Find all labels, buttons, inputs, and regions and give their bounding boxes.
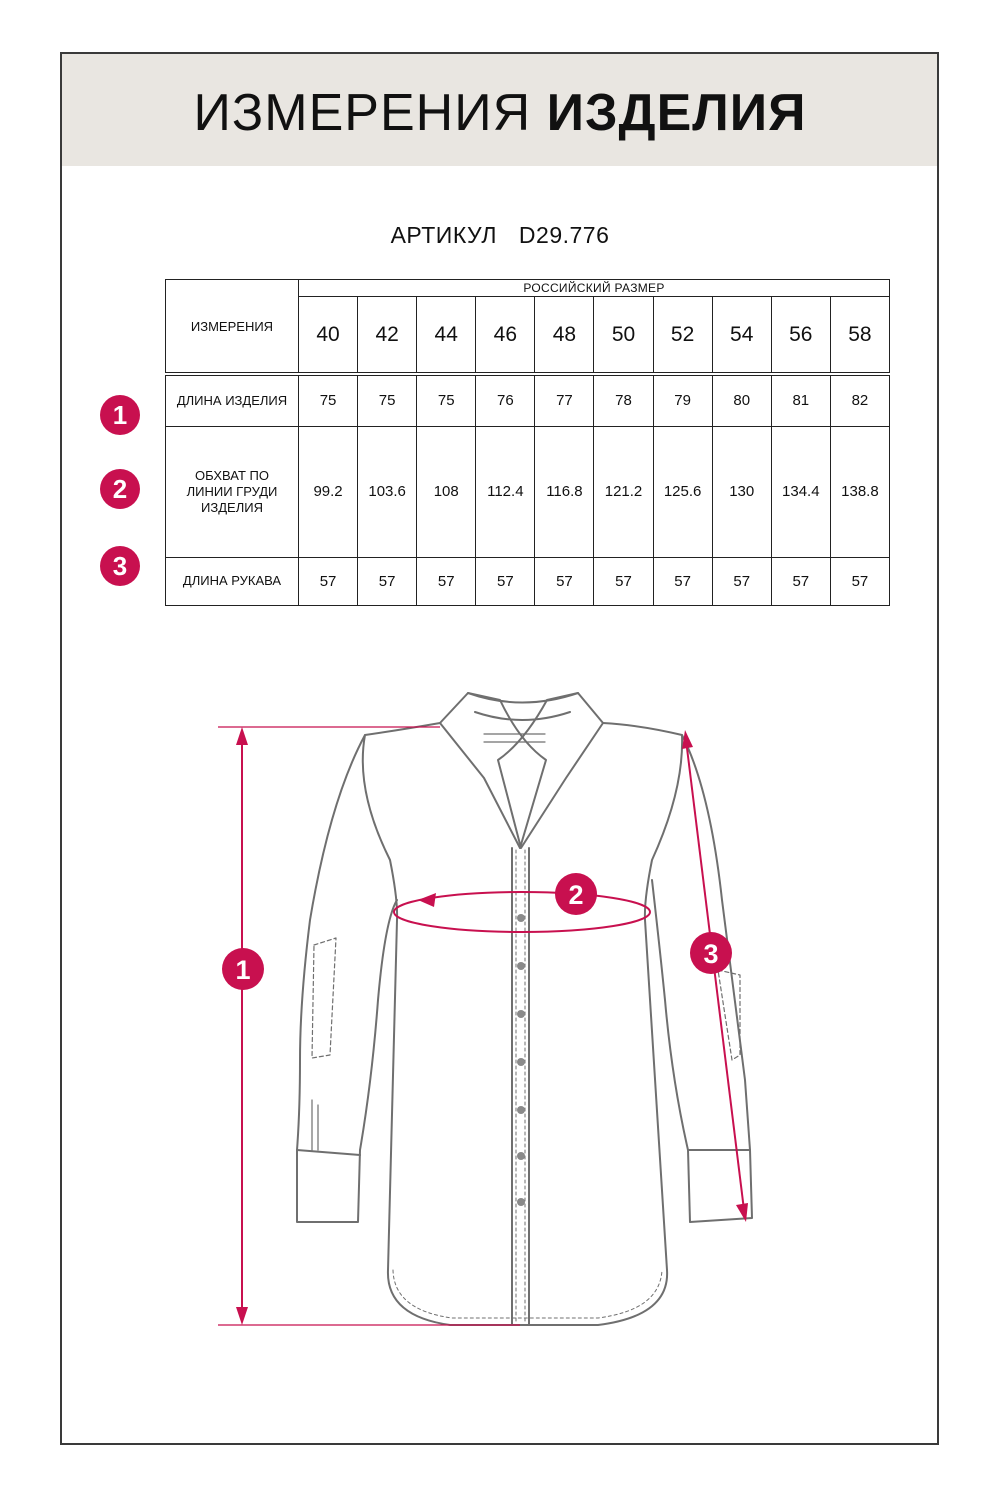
table-cell: 78 bbox=[594, 374, 653, 426]
length-measure bbox=[218, 727, 520, 1325]
marker-2 bbox=[555, 873, 597, 915]
arrow-head-icon bbox=[236, 727, 248, 745]
table-cell: 125.6 bbox=[653, 426, 712, 557]
table-cell: 57 bbox=[535, 557, 594, 605]
table-cell: 57 bbox=[653, 557, 712, 605]
table-cell: 57 bbox=[358, 557, 417, 605]
table-cell: 75 bbox=[299, 374, 358, 426]
arrow-head-icon bbox=[682, 730, 693, 749]
row-number-badge: 3 bbox=[100, 546, 140, 586]
article-label: АРТИКУЛ bbox=[390, 222, 497, 248]
corner-label: ИЗМЕРЕНИЯ bbox=[166, 280, 299, 375]
size-group-label: РОССИЙСКИЙ РАЗМЕР bbox=[299, 280, 890, 297]
size-header: 48 bbox=[535, 297, 594, 375]
table-cell: 134.4 bbox=[771, 426, 830, 557]
table-cell: 76 bbox=[476, 374, 535, 426]
table-cell: 81 bbox=[771, 374, 830, 426]
table-cell: 138.8 bbox=[830, 426, 889, 557]
marker-1 bbox=[222, 948, 264, 990]
table-cell: 75 bbox=[358, 374, 417, 426]
arrow-head-icon bbox=[236, 1307, 248, 1325]
size-header: 54 bbox=[712, 297, 771, 375]
table-cell: 57 bbox=[476, 557, 535, 605]
size-header: 46 bbox=[476, 297, 535, 375]
table-cell: 130 bbox=[712, 426, 771, 557]
row-label-line: ИЗДЕЛИЯ bbox=[201, 499, 263, 515]
title-bold: ИЗДЕЛИЯ bbox=[546, 84, 807, 142]
table-cell: 57 bbox=[712, 557, 771, 605]
marker-label: 2 bbox=[568, 880, 584, 910]
shirt-outline bbox=[297, 693, 752, 1325]
article-value: D29.776 bbox=[518, 222, 610, 248]
size-header: 50 bbox=[594, 297, 653, 375]
table-cell: 121.2 bbox=[594, 426, 653, 557]
table-cell: 82 bbox=[830, 374, 889, 426]
table-cell: 77 bbox=[535, 374, 594, 426]
size-header: 58 bbox=[830, 297, 889, 375]
row-label: ДЛИНА РУКАВА bbox=[166, 557, 299, 605]
sleeve-measure bbox=[686, 740, 745, 1218]
marker-3 bbox=[690, 932, 732, 974]
table-cell: 116.8 bbox=[535, 426, 594, 557]
size-header: 56 bbox=[771, 297, 830, 375]
marker-label: 1 bbox=[235, 955, 251, 985]
table-cell: 57 bbox=[417, 557, 476, 605]
row-number-badge: 2 bbox=[100, 469, 140, 509]
marker-label: 3 bbox=[703, 939, 719, 969]
button-dots bbox=[517, 914, 525, 1206]
table-cell: 57 bbox=[594, 557, 653, 605]
table-cell: 108 bbox=[417, 426, 476, 557]
row-number-badge: 1 bbox=[100, 395, 140, 435]
size-header: 40 bbox=[299, 297, 358, 375]
table-cell: 57 bbox=[299, 557, 358, 605]
table-cell: 103.6 bbox=[358, 426, 417, 557]
row-label-line: ОБХВАТ ПО bbox=[195, 467, 269, 483]
table-cell: 80 bbox=[712, 374, 771, 426]
size-header: 44 bbox=[417, 297, 476, 375]
size-header: 42 bbox=[358, 297, 417, 375]
row-label-line: ЛИНИИ ГРУДИ bbox=[186, 483, 278, 499]
table-cell: 112.4 bbox=[476, 426, 535, 557]
table-cell: 57 bbox=[830, 557, 889, 605]
row-label: ДЛИНА ИЗДЕЛИЯ bbox=[166, 374, 299, 426]
size-header: 52 bbox=[653, 297, 712, 375]
table-cell: 57 bbox=[771, 557, 830, 605]
table-cell: 79 bbox=[653, 374, 712, 426]
arrow-head-icon bbox=[418, 893, 436, 907]
title-light: ИЗМЕРЕНИЯ bbox=[193, 84, 532, 142]
table-cell: 99.2 bbox=[299, 426, 358, 557]
table-cell: 75 bbox=[417, 374, 476, 426]
